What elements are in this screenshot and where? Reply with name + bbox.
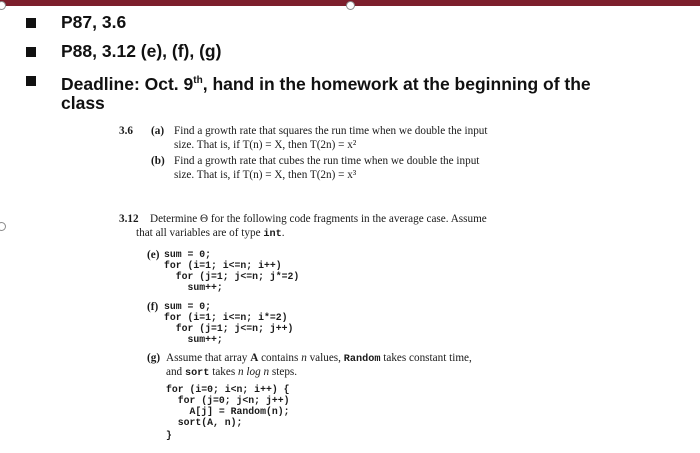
problem-text: size. That is, if T(n) = X, then T(2n) = x³ — [174, 169, 357, 181]
part-label: (a) — [151, 125, 165, 137]
part-label: (g) — [147, 352, 161, 364]
square-bullet-icon — [26, 18, 36, 28]
problem-text: and sort takes n log n steps. — [166, 366, 298, 379]
problem-text: Find a growth rate that cubes the run time when we double the input — [174, 155, 480, 167]
resize-handle-middle-left[interactable] — [0, 222, 6, 231]
problem-text: that all variables are of type int. — [136, 227, 285, 240]
deadline-text: Deadline: Oct. 9th, hand in the homework at the beginning of the — [61, 73, 591, 94]
part-label: (b) — [151, 155, 165, 167]
code-line: for (j=0; j<n; j++) — [166, 395, 290, 406]
problem-text: Determine Θ for the following code fragments in the average case. Assume — [150, 213, 487, 225]
code-line: A[j] = Random(n); — [166, 406, 290, 417]
resize-handle-top-center[interactable] — [346, 1, 355, 10]
problem-text: Assume that array A contains n values, Random takes constant time, — [166, 352, 472, 365]
code-line: sum = 0; — [164, 249, 212, 260]
part-label: (f) — [147, 301, 159, 313]
code-line: sum = 0; — [164, 301, 212, 312]
code-line: } — [166, 430, 172, 441]
deadline-text-line2: class — [61, 93, 105, 113]
problem-number: 3.12 — [119, 213, 139, 225]
code-line: for (i=0; i<n; i++) { — [166, 384, 290, 395]
square-bullet-icon — [26, 76, 36, 86]
code-line: for (j=1; j<=n; j++) — [164, 323, 294, 334]
code-line: for (j=1; j<=n; j*=2) — [164, 271, 300, 282]
resize-handle-top-left[interactable] — [0, 1, 6, 10]
square-bullet-icon — [26, 47, 36, 57]
part-label: (e) — [147, 249, 160, 261]
bullet-text: P87, 3.6 — [61, 12, 127, 32]
problem-text: Find a growth rate that squares the run time when we double the input — [174, 125, 488, 137]
code-line: sort(A, n); — [166, 417, 243, 428]
problem-number: 3.6 — [119, 125, 133, 137]
code-line: sum++; — [164, 334, 223, 345]
code-line: for (i=1; i<=n; i++) — [164, 260, 282, 271]
bullet-text: P88, 3.12 (e), (f), (g) — [61, 41, 222, 61]
code-line: sum++; — [164, 282, 223, 293]
problem-text: size. That is, if T(n) = X, then T(2n) = x² — [174, 139, 357, 151]
code-line: for (i=1; i<=n; i*=2) — [164, 312, 288, 323]
